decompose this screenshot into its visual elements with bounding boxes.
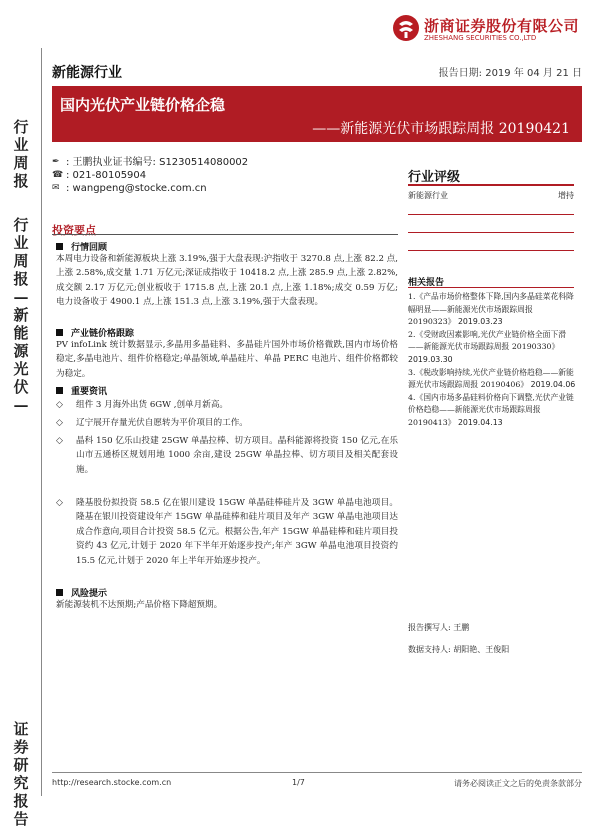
diamond-bullet-icon: ◇ [56, 498, 63, 508]
footer-divider [52, 772, 582, 773]
section-price-tracking: 产业链价格跟踪 [56, 326, 134, 339]
footer-disclaimer: 请务必阅读正文之后的免责条款部分 [454, 779, 582, 788]
rating-divider [408, 184, 574, 186]
title-banner [52, 86, 582, 142]
author-email-row: ✉ : wangpeng@stocke.com.cn [52, 183, 207, 194]
page-number: 1/7 [292, 778, 305, 787]
related-reports-list [408, 291, 576, 430]
rating-rule [408, 214, 574, 215]
section-key-news: 重要资讯 [56, 384, 107, 397]
author-block [52, 156, 248, 195]
market-review-text: 本周电力设备和新能源板块上涨 3.19%,强于大盘表现:沪指收于 3270.8 点,上涨 82.2 点,上涨 2.58%,成交量 1.71 万亿元;深证成指收于 10418.2 点,上涨 285.9 点,上涨 2.82%,成交额 2.17 万亿元;创业板收于 1715.8 点,上涨 20.1 点,上涨 1.18%;成交 0.59 万亿;电力设备收于 4900.1 点,上涨 151.3 点,上涨 3.19%,强于大盘表现。 [56, 254, 398, 308]
risk-text: 新能源装机不达预期;产品价格下降超预期。 [56, 600, 223, 610]
author-phone-row: ☎ : 021-80105904 [52, 170, 147, 181]
side-label-top: 行 业 周 报 [13, 118, 29, 190]
related-report-item[interactable]: 1.《产品市场价格整体下降,国内多晶硅菜花科降幅明显——新能源光伏市场跟踪周报 20190323》 2019.03.23 [408, 292, 574, 327]
rating-rule [408, 232, 574, 233]
related-divider [408, 287, 574, 288]
rating-title: 行业评级 [408, 170, 461, 185]
section-market-review: 行情回顾 [56, 240, 107, 253]
related-report-item[interactable]: 4.《国内市场多晶硅料价格向下调整,光伏产业链价格趋稳——新能源光伏市场跟踪周报 20190413》 2019.04.13 [408, 392, 574, 427]
side-label-middle: 行 业 周 报 — 新 能 源 光 伏 — [13, 216, 29, 414]
footer-url-link[interactable]: http://research.stocke.com.cn [52, 778, 172, 787]
diamond-bullet-icon: ◇ [56, 418, 63, 428]
news-item: ◇ 晶科 150 亿乐山投建 25GW 单晶拉棒、切方项目。晶科能源将投资 150 亿元,在乐山市五通桥区规划用地 1000 余亩,建设 25GW 单晶拉棒、切方项目及相关配套设施。 [56, 434, 398, 477]
invest-divider [52, 234, 398, 235]
company-name-en: ZHESHANG SECURITIES CO.,LTD [424, 34, 537, 42]
rating-sector: 新能源行业 [408, 191, 448, 200]
report-writer: 报告撰写人: 王鹏 [408, 623, 470, 632]
related-reports-title: 相关报告 [408, 278, 445, 288]
data-support: 数据支持人: 胡阳艳、王俊阳 [408, 645, 510, 654]
rating-row [408, 190, 574, 201]
rating-value: 增持 [558, 191, 574, 200]
news-item: ◇ 组件 3 月海外出货 6GW ,创单月新高。 [56, 398, 398, 412]
analysts-block [408, 617, 509, 661]
price-tracking-text: PV infoLink 统计数据显示,多晶用多晶硅料、多晶硅片国外市场价格微跌,国内市场价格稳定,多晶电池片、组件价格稳定;单晶领域,单晶硅片、单晶 PERC 电池片、组件价格都较为稳定。 [56, 340, 398, 379]
square-bullet-icon [56, 589, 63, 596]
diamond-bullet-icon: ◇ [56, 436, 63, 446]
diamond-bullet-icon: ◇ [56, 400, 63, 410]
report-date-label: 报告日期: [438, 68, 483, 79]
news-item: ◇ 隆基股份拟投资 58.5 亿在银川建设 15GW 单晶硅棒硅片及 3GW 单晶电池项目。隆基在银川投资建设年产 15GW 单晶硅棒和硅片项目及年产 3GW 单晶电池项目达成合作意向,项目合计投资 58.5 亿元。根据公告,年产 15GW 单晶硅棒和硅片项目投资约 43 亿元,计划于 2020 年下半年开始逐步投产;年产 3GW 单晶电池项目投资约 15.5 亿元,计划于 2020 年上半年开始逐步投产。 [56, 496, 398, 568]
section-risk: 风险提示 [56, 586, 107, 599]
square-bullet-icon [56, 243, 63, 250]
report-subtitle: ——新能源光伏市场跟踪周报 20190421 [312, 121, 570, 137]
side-label-bottom: 证 券 研 究 报 告 [13, 720, 29, 828]
pen-icon: ✒ [52, 157, 60, 167]
square-bullet-icon [56, 329, 63, 336]
left-sidebar [0, 48, 42, 828]
report-title: 国内光伏产业链价格企稳 [60, 96, 226, 114]
rating-rule [408, 250, 574, 251]
author-name-row: ✒ : 王鹏执业证书编号: S1230514080002 [52, 157, 249, 168]
phone-icon: ☎ [52, 170, 64, 180]
report-date [439, 64, 582, 79]
zheshang-logo-icon [392, 14, 420, 42]
related-report-item[interactable]: 3.《税改影响持续,光伏产业链价格趋稳——新能源光伏市场跟踪周报 20190406》 2019.04.06 [408, 367, 576, 390]
square-bullet-icon [56, 387, 63, 394]
industry-label: 新能源行业 [52, 65, 122, 81]
report-date-value: 2019 年 04 月 21 日 [485, 68, 582, 79]
invest-title: 投资要点 [52, 224, 96, 237]
news-item: ◇ 辽宁展开存量光伏自愿转为平价项目的工作。 [56, 416, 398, 430]
company-logo [392, 14, 592, 48]
company-name-cn: 浙商证券股份有限公司 [424, 17, 580, 35]
related-report-item[interactable]: 2.《受财政因素影响,光伏产业链价格全面下滑——新能源光伏市场跟踪周报 20190330》 2019.03.30 [408, 329, 567, 364]
mail-icon: ✉ [52, 183, 60, 193]
